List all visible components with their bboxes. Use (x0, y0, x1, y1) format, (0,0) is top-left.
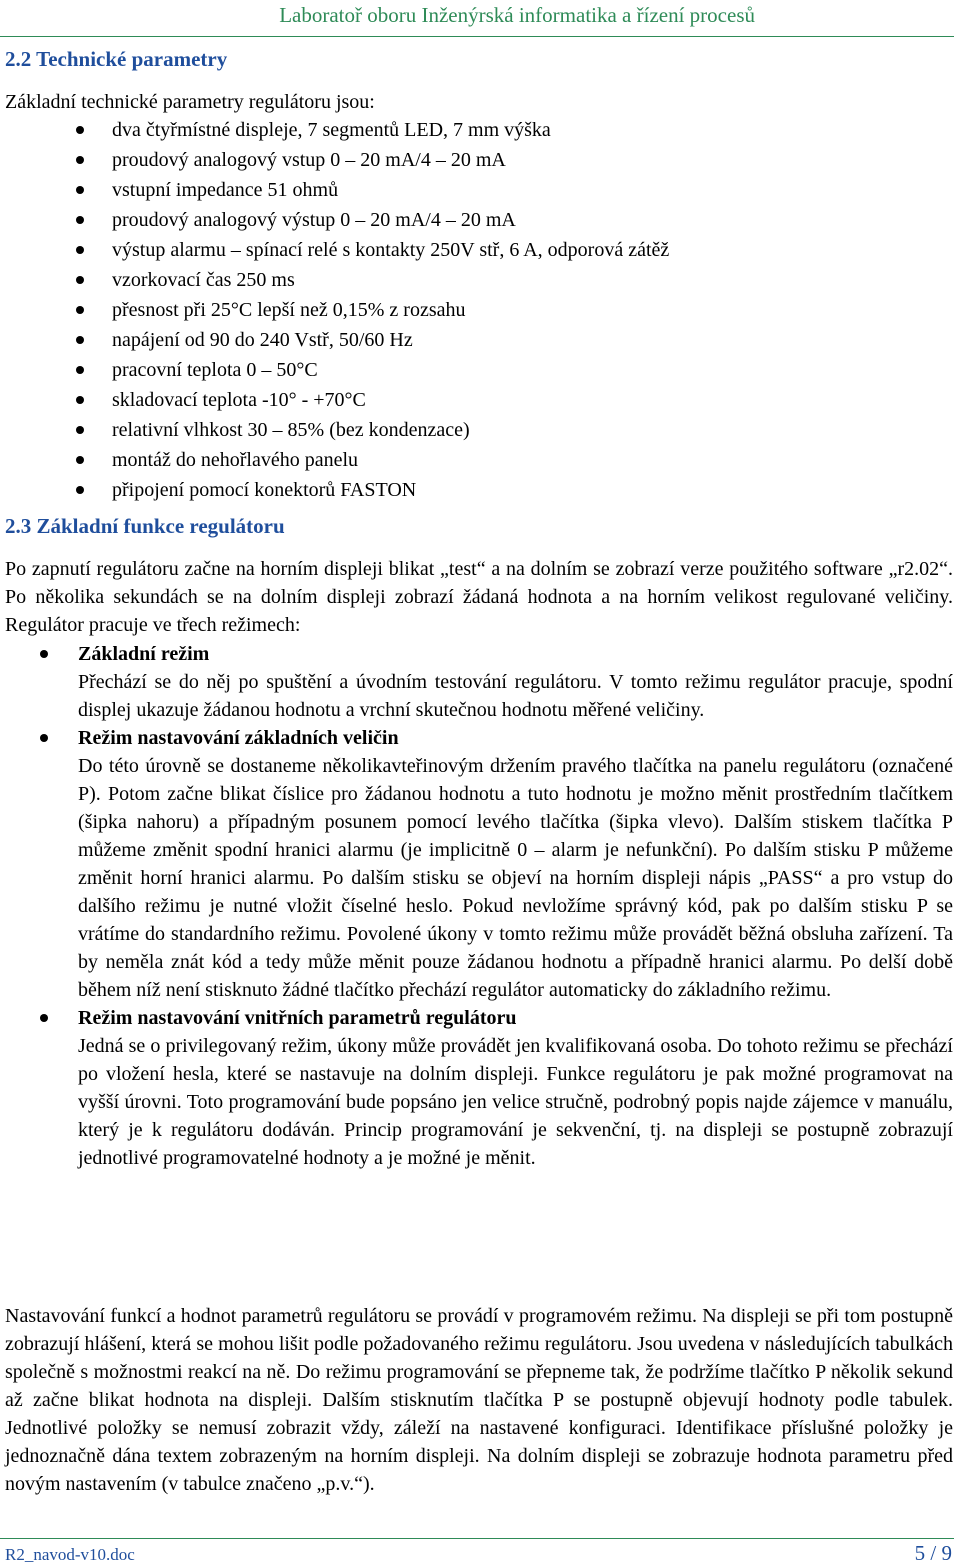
list-item-text: vstupní impedance 51 ohmů (112, 179, 339, 201)
footer-divider (0, 1538, 954, 1539)
section-heading-basic-functions (5, 514, 285, 539)
bullet-icon (76, 486, 84, 494)
mode-title: Režim nastavování vnitřních parametrů regulátoru (78, 1007, 517, 1029)
list-item (0, 296, 669, 326)
list-item (0, 446, 669, 476)
header-title: Laboratoř oboru Inženýrská informatika a řízení procesů (279, 3, 755, 27)
list-item-text: napájení od 90 do 240 Vstř, 50/60 Hz (112, 329, 413, 351)
bullet-icon (76, 456, 84, 464)
list-item-text: přesnost při 25°C lepší než 0,15% z rozsahu (112, 299, 466, 321)
list-item (0, 266, 669, 296)
bullet-icon (40, 1014, 48, 1022)
bullet-icon (76, 126, 84, 134)
programming-paragraph: Nastavování funkcí a hodnot parametrů regulátoru se provádí v programovém režimu. Na displeji se při tom postupně zobrazují hlášení, která se mohou lišit podle požadovaného režimu regulátoru. Jsou uvedena v následujících tabulkách společně s možnostmi reakcí na ně. Do režimu programování se přepneme tak, že podržíme tlačítko P několik sekund až začne blikat hodnota na displeji. Dalším stisknutím tlačítka P se postupně objevují hodnoty podle tabulek. Jednotlivé položky se nemusí zobrazit vždy, záleží na nastavené konfiguraci. Identifikace příslušné položky je jednoznačně dána textem zobrazeným na horním displeji. Na dolním displeji se zobrazuje hodnota parametru před novým nastavením (v tabulce značeno „p.v.“). (5, 1305, 953, 1495)
list-item-text: relativní vlhkost 30 – 85% (bez kondenzace) (112, 419, 470, 441)
bullet-icon (76, 306, 84, 314)
modes-list (0, 640, 955, 1172)
bullet-icon (76, 426, 84, 434)
mode-title: Základní režim (78, 643, 210, 665)
list-item (0, 386, 669, 416)
bullet-icon (76, 216, 84, 224)
bullet-icon (40, 650, 48, 658)
bullet-icon (76, 246, 84, 254)
mode-item (0, 1004, 955, 1172)
list-item (0, 146, 669, 176)
mode-description: Do této úrovně se dostaneme několikavteřinovým držením pravého tlačítka na panelu regulátoru (označené P). Potom začne blikat číslice pro žádanou hodnotu a tuto hodnotu je možno měnit prostředním tlačítkem (šipka nahoru) a případným posunem pomocí levého tlačítka (šipka vlevo). Dalším stiskem tlačítka P můžeme změnit spodní hranici alarmu (je implicitně 0 – alarm je nefunkční). Po dalším stisku P můžeme změnit horní hranici alarmu. Po dalším stisku se objeví na horním displeji nápis „PASS“ a pro vstup do dalšího režimu je nutné vložit číselné heslo. Pokud nevložíme správný kód, pak po dalším stisku P se vrátíme do standardního režimu. Povolené úkony v tomto režimu může provádět běžná obsluha zařízení. Ta by neměla znát kód a tedy může měnit pouze žádanou hodnotu a případně hranici alarmu. Po delší době během níž není stisknuto žádné tlačítko přechází regulátor automaticky do základního režimu. (78, 755, 953, 1001)
section-title: Technické parametry (36, 47, 228, 71)
list-item-text: montáž do nehořlavého panelu (112, 449, 359, 471)
footer-page-number: 5 / 9 (914, 1541, 952, 1565)
bullet-icon (76, 186, 84, 194)
list-item (0, 206, 669, 236)
section-title: Základní funkce regulátoru (36, 514, 285, 538)
bullet-icon (76, 276, 84, 284)
list-item (0, 326, 669, 356)
bullet-icon (76, 366, 84, 374)
list-item (0, 416, 669, 446)
parameters-list (0, 116, 669, 506)
bullet-icon (76, 156, 84, 164)
list-item (0, 476, 669, 506)
mode-title: Režim nastavování základních veličin (78, 727, 399, 749)
header-divider (0, 36, 954, 37)
list-item-text: vzorkovací čas 250 ms (112, 269, 295, 291)
list-item (0, 176, 669, 206)
list-item (0, 236, 669, 266)
list-item-text: proudový analogový výstup 0 – 20 mA/4 – 20 mA (112, 209, 516, 231)
basic-functions-paragraph: Po zapnutí regulátoru začne na horním displeji blikat „test“ a na dolním se zobrazí verze použitého software „r2.02“. Po několika sekundách se na dolním displeji zobrazí žádaná hodnota a na horním velikost regulované veličiny. Regulátor pracuje ve třech režimech: (5, 558, 953, 636)
mode-description: Přechází se do něj po spuštění a úvodním testování regulátoru. V tomto režimu regulátor pracuje, spodní displej ukazuje žádanou hodnotu a vrchní skutečnou hodnotu měřené veličiny. (78, 671, 953, 721)
list-item-text: proudový analogový vstup 0 – 20 mA/4 – 20 mA (112, 149, 506, 171)
mode-description: Jedná se o privilegovaný režim, úkony může provádět jen kvalifikovaná osoba. Do tohoto režimu se přechází po vložení hesla, které se nastavuje na dolním displeji. Funkce regulátoru je pak možné programovat na vyšší úrovni. Toto programování bude popsáno jen velice stručně, podrobný popis najde zájemce v manuálu, který je k regulátoru dodáván. Princip programování je sekvenční, tj. na displeji se postupně zobrazují jednotlivé programovatelné hodnoty a je možné je měnit. (78, 1035, 953, 1169)
list-item-text: dva čtyřmístné displeje, 7 segmentů LED, 7 mm výška (112, 119, 551, 141)
section-heading-technical-parameters (5, 47, 227, 72)
list-item-text: skladovací teplota -10° - +70°C (112, 389, 366, 411)
mode-item (0, 640, 955, 724)
list-item-text: výstup alarmu – spínací relé s kontakty 250V stř, 6 A, odporová zátěž (112, 239, 670, 261)
list-item (0, 116, 669, 146)
bullet-icon (76, 396, 84, 404)
section-number: 2.3 (5, 514, 32, 538)
list-item-text: připojení pomocí konektorů FASTON (112, 479, 417, 501)
section-number: 2.2 (5, 47, 32, 71)
list-item (0, 356, 669, 386)
list-item-text: pracovní teplota 0 – 50°C (112, 359, 318, 381)
bullet-icon (40, 734, 48, 742)
bullet-icon (76, 336, 84, 344)
footer-filename: R2_navod-v10.doc (5, 1545, 135, 1564)
parameters-intro: Základní technické parametry regulátoru jsou: (5, 91, 375, 113)
mode-item (0, 724, 955, 1004)
